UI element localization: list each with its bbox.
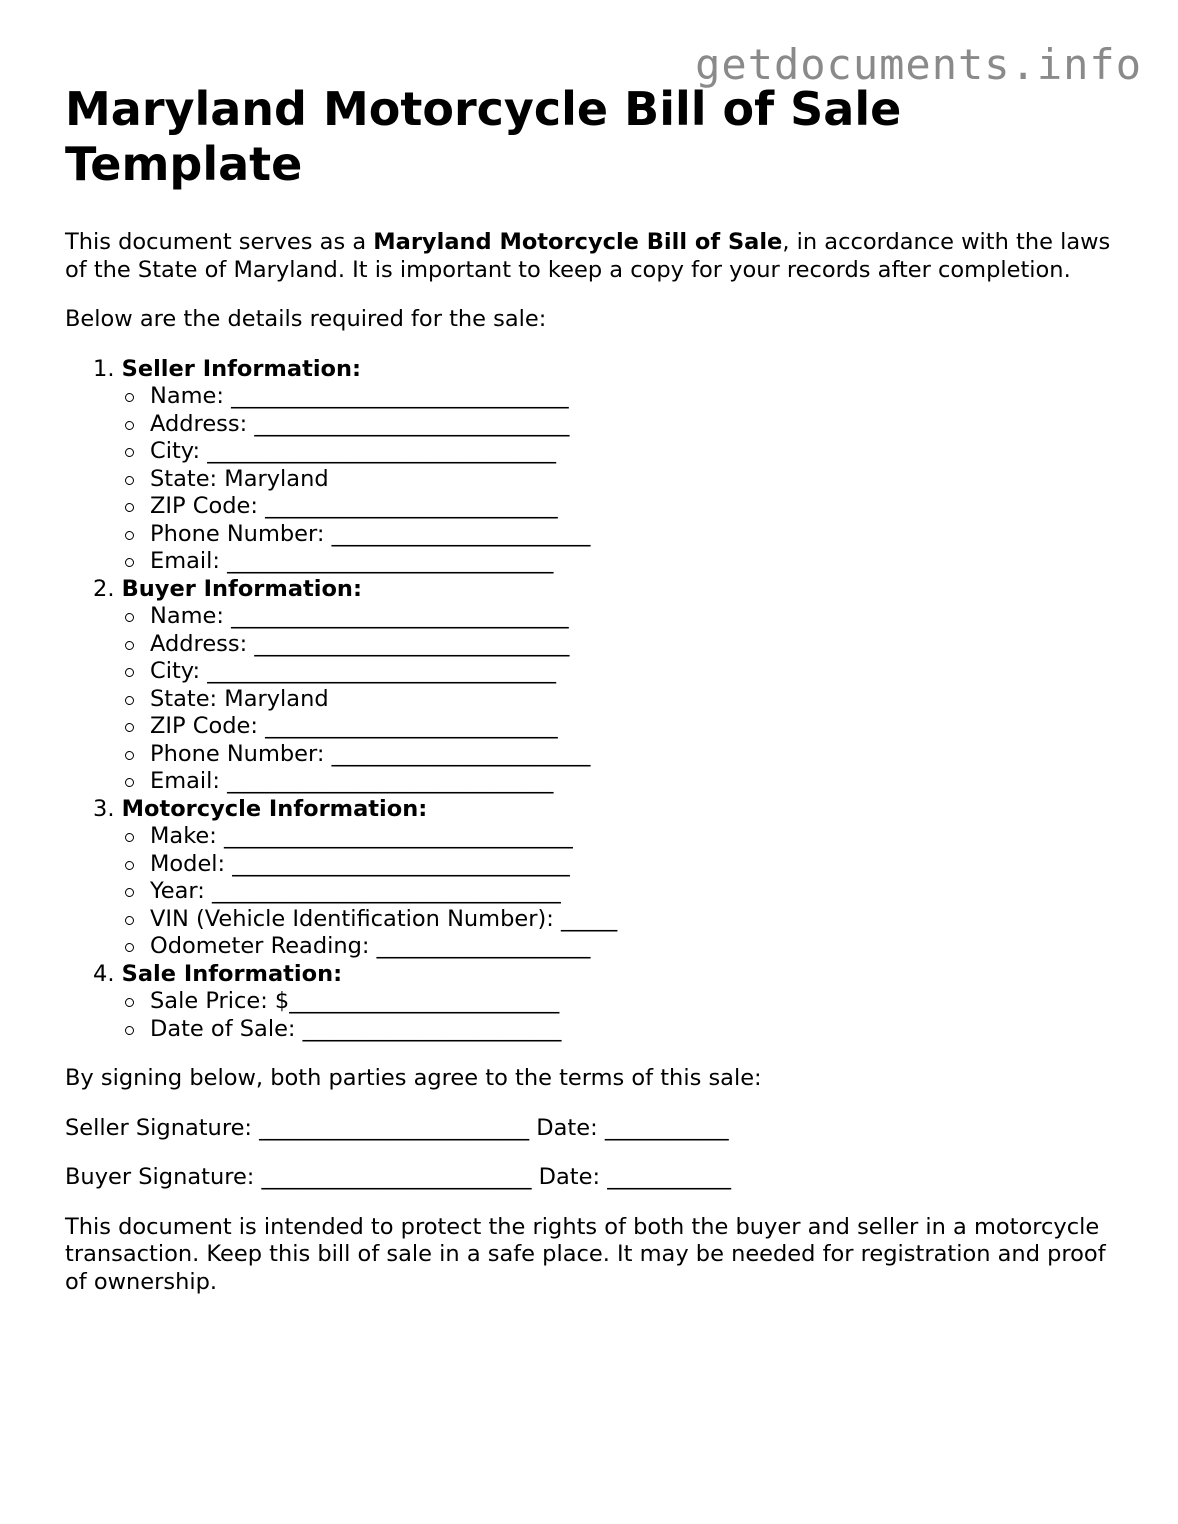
field-year: Year: _______________________________ — [150, 878, 1125, 906]
section-buyer — [65, 576, 1125, 796]
bullet-icon — [125, 393, 134, 402]
seller-signature-line: Seller Signature: ________________________ Date: ___________ — [65, 1114, 729, 1141]
bullet-icon — [125, 503, 134, 512]
field-seller-city: City: _______________________________ — [150, 438, 1125, 466]
intro-text-bold: Maryland Motorcycle Bill of Sale — [373, 229, 783, 255]
field-buyer-email: Email: _____________________________ — [150, 768, 1125, 796]
section-title: Sale Information: — [121, 960, 343, 987]
field-vin: VIN (Vehicle Identification Number): _____ — [150, 906, 1125, 934]
bullet-icon — [125, 916, 134, 925]
field-seller-state: State: Maryland — [150, 466, 1125, 494]
bullet-icon — [125, 696, 134, 705]
field-model: Model: ______________________________ — [150, 851, 1125, 879]
buyer-signature-line: Buyer Signature: ________________________ Date: ___________ — [65, 1164, 731, 1190]
intro-text-before: This document serves as a — [65, 229, 374, 255]
field-buyer-state: State: Maryland — [150, 686, 1125, 714]
bullet-icon — [125, 641, 134, 650]
document-page — [65, 82, 1125, 1296]
bullet-icon — [125, 833, 134, 842]
bullet-icon — [125, 558, 134, 567]
bullet-icon — [125, 476, 134, 485]
field-seller-name: Name: ______________________________ — [150, 383, 1125, 411]
section-seller — [65, 356, 1125, 576]
intro-paragraph — [65, 229, 1125, 284]
bullet-icon — [125, 668, 134, 677]
field-sale-price: Sale Price: $________________________ — [150, 988, 1125, 1016]
section-number: 3. — [93, 795, 115, 822]
buyer-fields — [93, 603, 1125, 796]
section-number: 1. — [93, 355, 115, 382]
bullet-icon — [125, 751, 134, 760]
watermark: getdocuments.info — [695, 40, 1142, 89]
bullet-icon — [125, 1026, 134, 1035]
seller-fields — [93, 383, 1125, 576]
field-odometer: Odometer Reading: ___________________ — [150, 933, 1125, 961]
bullet-icon — [125, 531, 134, 540]
agreement-text: By signing below, both parties agree to the terms of this sale: — [65, 1065, 762, 1091]
field-buyer-address: Address: ____________________________ — [150, 631, 1125, 659]
sections-list — [65, 356, 1125, 1044]
field-buyer-name: Name: ______________________________ — [150, 603, 1125, 631]
field-buyer-zip: ZIP Code: __________________________ — [150, 713, 1125, 741]
field-date-of-sale: Date of Sale: _______________________ — [150, 1016, 1125, 1044]
field-seller-email: Email: _____________________________ — [150, 548, 1125, 576]
field-make: Make: _______________________________ — [150, 823, 1125, 851]
section-motorcycle — [65, 796, 1125, 961]
section-number: 4. — [93, 960, 115, 987]
bullet-icon — [125, 943, 134, 952]
field-seller-zip: ZIP Code: __________________________ — [150, 493, 1125, 521]
section-number: 2. — [93, 575, 115, 602]
bullet-icon — [125, 448, 134, 457]
field-buyer-city: City: _______________________________ — [150, 658, 1125, 686]
bullet-icon — [125, 888, 134, 897]
bullet-icon — [125, 998, 134, 1007]
document-title: Maryland Motorcycle Bill of Sale Template — [65, 82, 902, 191]
details-intro: Below are the details required for the sale: — [65, 306, 547, 332]
closing-paragraph: This document is intended to protect the rights of both the buyer and seller in a motorcycle transaction. Keep this bill of sale in a safe place. It may be needed for registration and proof of ownership. — [65, 1213, 1106, 1295]
intro-text-after: , in accordance with the laws of the State of Maryland. It is important to keep a copy for your records after completion. — [65, 229, 1111, 283]
bullet-icon — [125, 723, 134, 732]
field-buyer-phone: Phone Number: _______________________ — [150, 741, 1125, 769]
bullet-icon — [125, 421, 134, 430]
bullet-icon — [125, 778, 134, 787]
section-title: Motorcycle Information: — [121, 795, 428, 822]
sale-fields — [93, 988, 1125, 1043]
bullet-icon — [125, 861, 134, 870]
motorcycle-fields — [93, 823, 1125, 961]
section-sale — [65, 961, 1125, 1044]
bullet-icon — [125, 613, 134, 622]
field-seller-phone: Phone Number: _______________________ — [150, 521, 1125, 549]
section-title: Seller Information: — [121, 355, 362, 382]
section-title: Buyer Information: — [121, 575, 362, 602]
field-seller-address: Address: ____________________________ — [150, 411, 1125, 439]
